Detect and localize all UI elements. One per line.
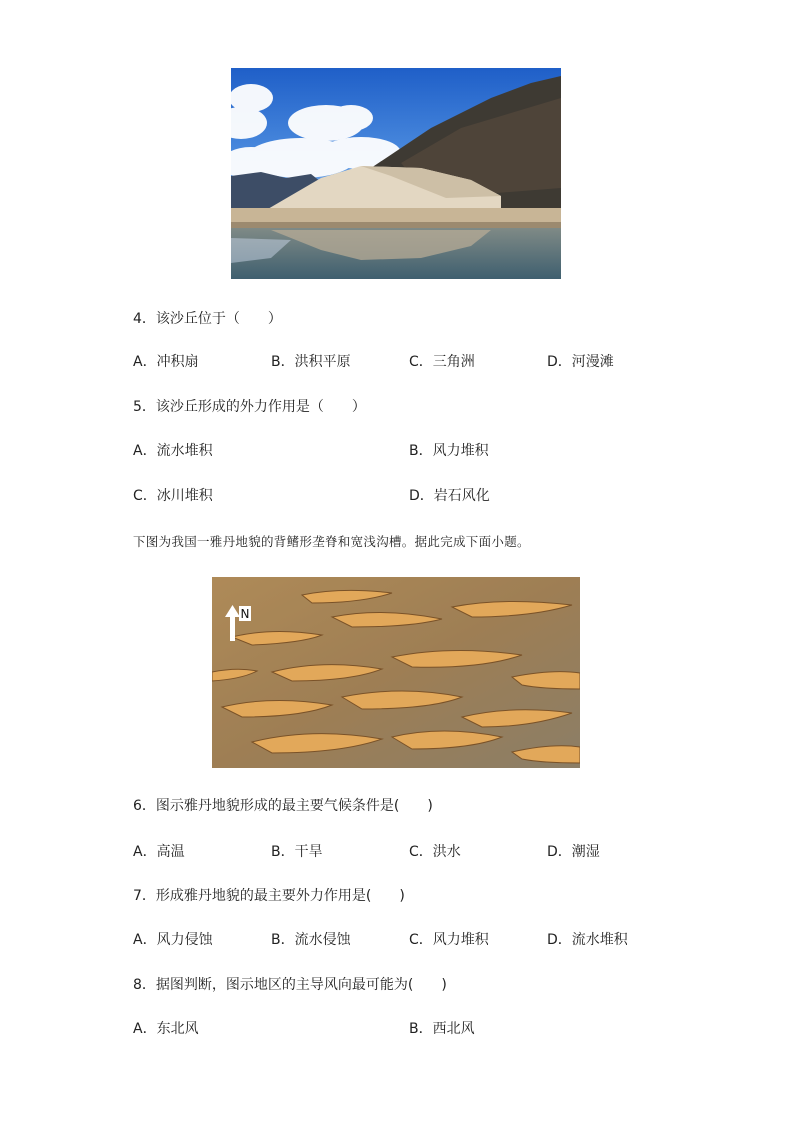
q7-stem: 7．形成雅丹地貌的最主要外力作用是( ) <box>133 888 405 904</box>
sand-dune-illustration <box>231 68 561 279</box>
yardang-illustration <box>212 577 580 768</box>
q8-stem: 8．据图判断，图示地区的主导风向最可能为( ) <box>133 977 447 993</box>
q4-stem: 4．该沙丘位于（ ） <box>133 311 282 327</box>
yardang-photo <box>212 577 580 768</box>
q7-option-c[interactable]: C．风力堆积 <box>409 932 489 948</box>
q7-option-b[interactable]: B．流水侵蚀 <box>271 932 351 948</box>
q6-option-b[interactable]: B．干旱 <box>271 844 323 860</box>
q7-option-a[interactable]: A．风力侵蚀 <box>133 932 213 948</box>
q5-option-d[interactable]: D．岩石风化 <box>409 488 490 504</box>
north-label: N <box>240 607 250 621</box>
q5-option-a[interactable]: A．流水堆积 <box>133 443 213 459</box>
q8-option-a[interactable]: A．东北风 <box>133 1021 199 1037</box>
q4-option-a[interactable]: A．冲积扇 <box>133 354 199 370</box>
q7-option-d[interactable]: D．流水堆积 <box>547 932 628 948</box>
q8-option-b[interactable]: B．西北风 <box>409 1021 475 1037</box>
sand-dune-photo <box>231 68 561 279</box>
q5-option-c[interactable]: C．冰川堆积 <box>133 488 213 504</box>
q6-option-d[interactable]: D．潮湿 <box>547 844 600 860</box>
q6-option-a[interactable]: A．高温 <box>133 844 185 860</box>
q6-stem: 6．图示雅丹地貌形成的最主要气候条件是( ) <box>133 798 433 814</box>
q6-option-c[interactable]: C．洪水 <box>409 844 461 860</box>
q5-option-b[interactable]: B．风力堆积 <box>409 443 489 459</box>
q4-option-c[interactable]: C．三角洲 <box>409 354 475 370</box>
q4-option-b[interactable]: B．洪积平原 <box>271 354 351 370</box>
q5-stem: 5．该沙丘形成的外力作用是（ ） <box>133 399 366 415</box>
q4-option-d[interactable]: D．河漫滩 <box>547 354 614 370</box>
passage-intro: 下图为我国一雅丹地貌的背鳍形垄脊和宽浅沟槽。据此完成下面小题。 <box>133 534 530 549</box>
